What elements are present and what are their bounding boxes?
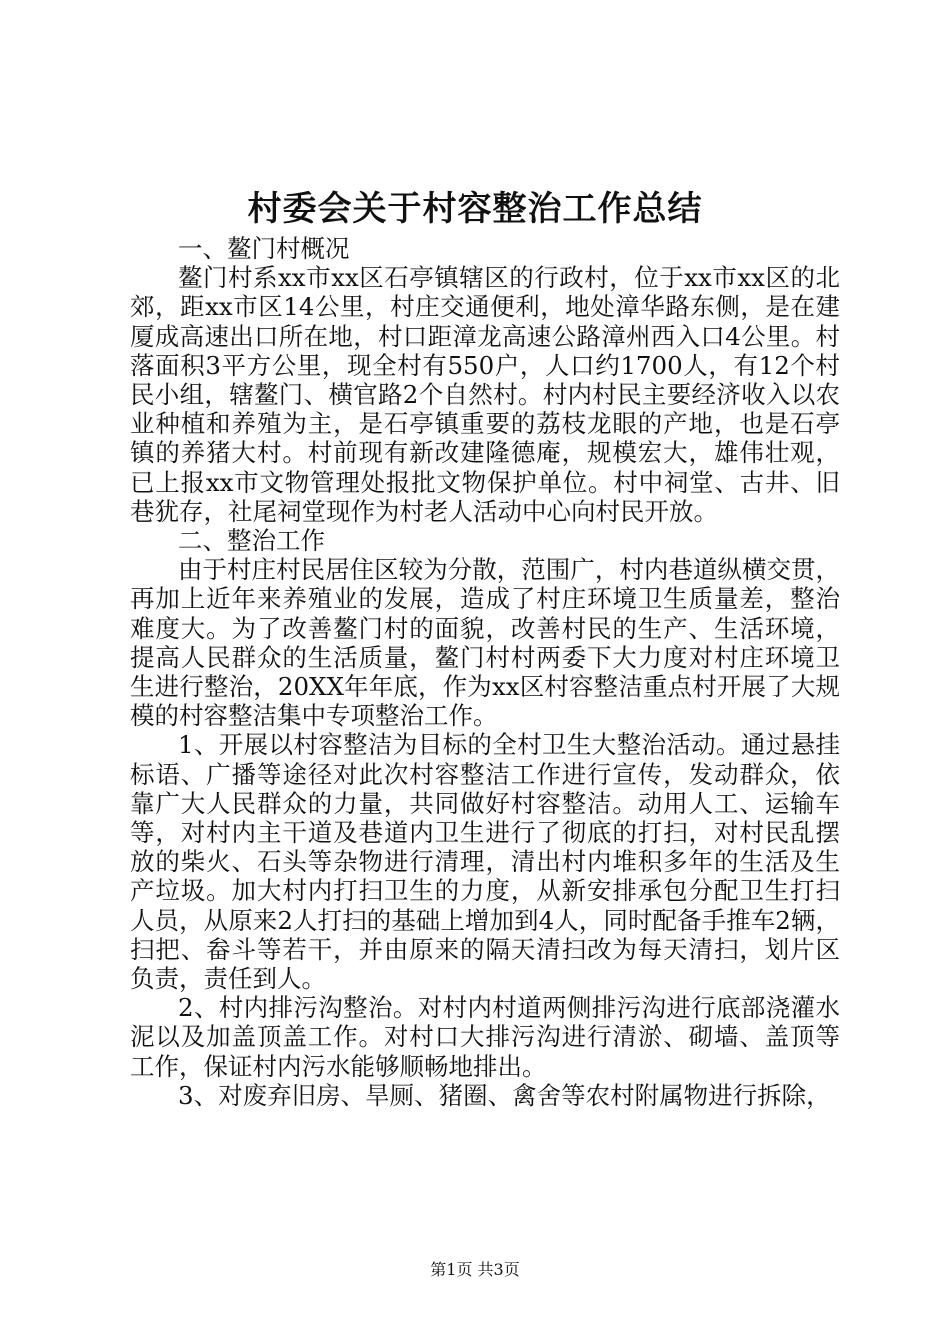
page-footer: 第1页 共3页 <box>430 1260 520 1279</box>
paragraph-item-2: 2、村内排污沟整治。对村内村道两侧排污沟进行底部浇灌水泥以及加盖顶盖工作。对村口大排污沟进行清淤、砌墙、盖顶等工作，保证村内污水能够顺畅地排出。 <box>130 993 840 1081</box>
document-title: 村委会关于村容整治工作总结 <box>247 189 703 229</box>
paragraph-work-intro: 由于村庄村民居住区较为分散，范围广，村内巷道纵横交贯，再加上近年来养殖业的发展，造成了村庄环境卫生质量差，整治难度大。为了改善鳌门村的面貌，改善村民的生产、生活环境，提高人民群众的生活质量，鳌门村村两委下大力度对村庄环境卫生进行整治，20XX年年底，作为xx区村容整洁重点村开展了大规模的村容整洁集中专项整治工作。 <box>130 555 840 731</box>
paragraph-item-3: 3、对废弃旧房、旱厕、猪圈、禽舍等农村附属物进行拆除， <box>178 1080 831 1110</box>
paragraph-item-1: 1、开展以村容整洁为目标的全村卫生大整治活动。通过悬挂标语、广播等途径对此次村容整洁工作进行宣传，发动群众，依靠广大人民群众的力量，共同做好村容整洁。动用人工、运输车等，对村内主干道及巷道内卫生进行了彻底的打扫，对村民乱摆放的柴火、石头等杂物进行清理，清出村内堆积多年的生活及生产垃圾。加大村内打扫卫生的力度，从新安排承包分配卫生打扫人员，从原来2人打扫的基础上增加到4人，同时配备手推车2辆，扫把、畚斗等若干，并由原来的隔天清扫改为每天清扫，划片区负责，责任到人。 <box>130 730 840 994</box>
document-body <box>130 234 840 1110</box>
section-heading-work: 二、整治工作 <box>178 526 325 556</box>
section-heading-overview: 一、鳌门村概况 <box>178 234 350 263</box>
paragraph-overview: 鳌门村系xx市xx区石亭镇辖区的行政村，位于xx市xx区的北郊，距xx市区14公里，村庄交通便利，地处漳华路东侧，是在建厦成高速出口所在地，村口距漳龙高速公路漳州西入口4公里。村落面积3平方公里，现全村有550户，人口约1700人，有12个村民小组，辖鳌门、横官路2个自然村。村内村民主要经济收入以农业种植和养殖为主，是石亭镇重要的荔枝龙眼的产地，也是石亭镇的养猪大村。村前现有新改建隆德庵，规模宏大，雄伟壮观，已上报xx市文物管理处报批文物保护单位。村中祠堂、古井、旧巷犹存，社尾祠堂现作为村老人活动中心向村民开放。 <box>130 263 840 526</box>
